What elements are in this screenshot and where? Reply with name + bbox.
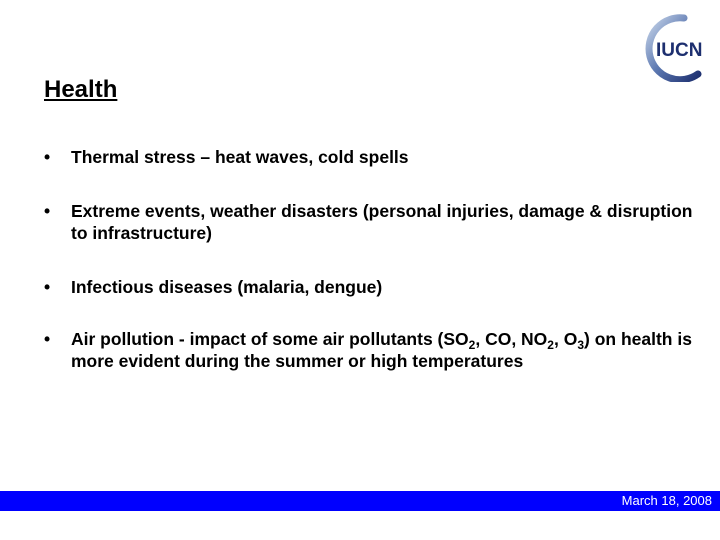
footer-date: March 18, 2008: [621, 493, 712, 508]
iucn-logo-mark: [638, 14, 710, 82]
slide-title: Health: [44, 76, 118, 103]
bullet-text-part: ) on health is more evident during the summer or high temperatures: [71, 329, 692, 371]
iucn-logo: [638, 14, 710, 82]
bullet-item: [44, 200, 694, 244]
bullet-text-part: Air pollution - impact of some air pollutants (SO: [71, 329, 469, 349]
subscript: 2: [547, 338, 554, 352]
bullet-text-part: , CO, NO: [475, 329, 548, 349]
subscript: 3: [577, 338, 585, 352]
bullet-text: [71, 329, 692, 371]
subscript: 2: [468, 338, 476, 352]
bullet-item: [44, 328, 694, 372]
bullet-text: Thermal stress – heat waves, cold spells: [71, 147, 409, 167]
bullet-item: [44, 276, 382, 298]
bullet-marker: •: [44, 277, 51, 297]
bullet-marker: •: [44, 147, 51, 167]
logo-text: IUCN: [656, 40, 703, 61]
bullet-text-part: , O: [553, 329, 578, 349]
bullet-text: Extreme events, weather disasters (personal injuries, damage & disruption to infrastructure): [71, 201, 693, 243]
bullet-text: Infectious diseases (malaria, dengue): [71, 277, 383, 297]
bullet-marker: •: [44, 329, 51, 349]
footer-bar: [0, 491, 720, 511]
bullet-marker: •: [44, 201, 51, 221]
bullet-item: [44, 146, 409, 168]
